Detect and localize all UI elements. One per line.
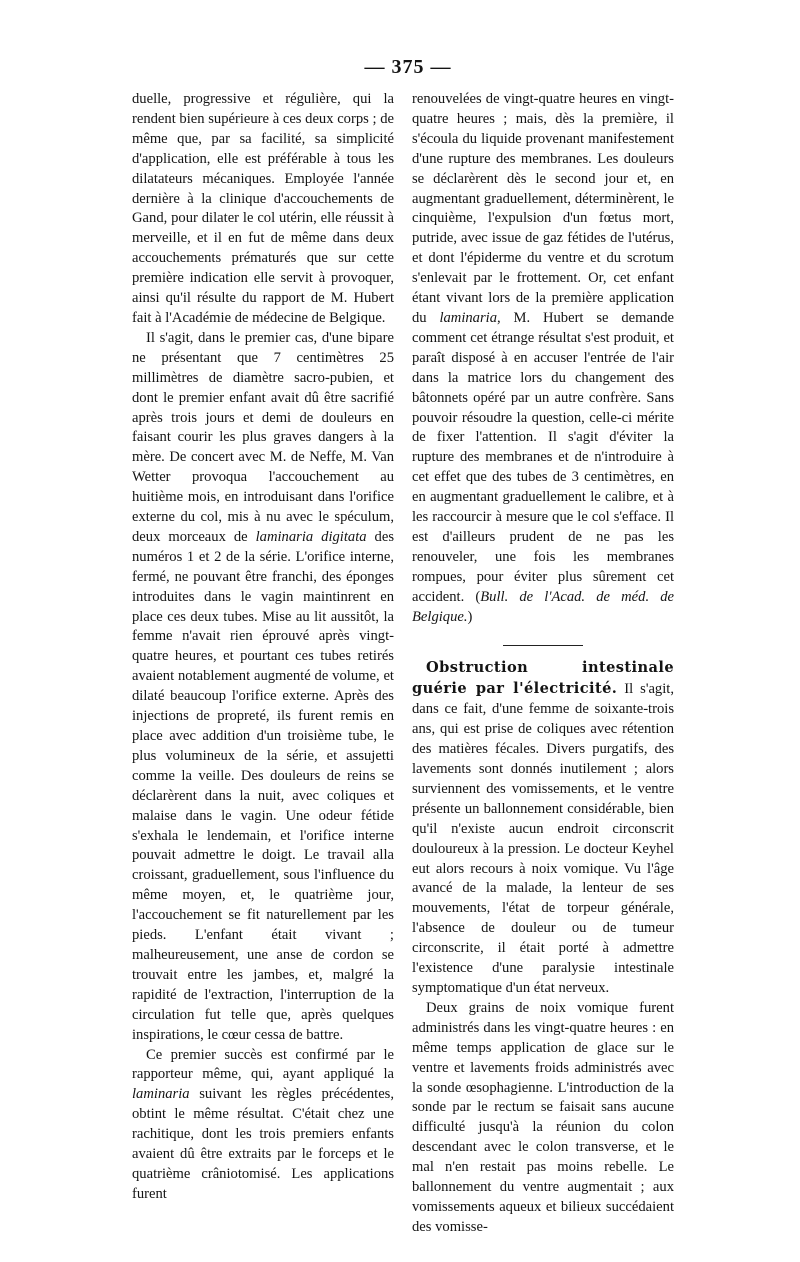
paragraph: Ce premier succès est confirmé par le rapporteur même, qui, ayant appliqué la laminaria suivant les règles précédentes, obtint le même résultat. C'était chez une rachitique, dont les trois premiers enfants avaient dû être extraits par le forceps et le quatrième crâniotomisé. Les applications furent — [132, 1046, 394, 1202]
left-column — [132, 90, 394, 1205]
paragraph: Il s'agit, dans le premier cas, d'une bipare ne présentant que 7 centimètres 25 millimètres de diamètre sacro-pubien, et dont le premier enfant avait dû être sacrifié après trois jours et demi de douleurs en faisant courir les plus graves dangers à la mère. De concert avec M. de Neffe, M. Van Wetter provoqua l'accouchement au huitième mois, en introduisant dans l'orifice externe du col, mis à nu avec le spéculum, deux morceaux de laminaria digitata des numéros 1 et 2 de la série. L'orifice interne, fermé, ne pouvant être franchi, des éponges introduites dans le vagin maintinrent en place ces deux tubes. Mise au lit aussitôt, la femme n'avait rien éprouvé après vingt-quatre heures, et pourtant ces tubes retirés avaient notablement augmenté de volume, et dilaté beaucoup l'orifice externe. Après des injections de propreté, ils furent remis en place avec addition d'un troisième tube, le plus volumineux de la série, et assujetti comme la veille. Des douleurs de reins se déclarèrent dans la nuit, avec coliques et malaise dans le vagin. Une odeur fétide s'exhala le lendemain, et l'orifice interne pouvait admettre le doigt. Le travail alla croissant, graduellement, sous l'influence du même moyen, et, le quatrième jour, l'accouchement se fit naturellement par les pieds. L'enfant était vivant ; malheureusement, une anse de cordon se trouvait entre les jambes, et, malgré la rapidité de l'extraction, l'interruption de la circulation fut telle que, après quelques inspirations, le cœur cessa de battre. — [132, 329, 394, 1043]
paragraph: duelle, progressive et régulière, qui la rendent bien supérieure à ces deux corps ; de même que, par sa facilité, sa simplicité d'application, elle est préférable à tous les dilatateurs mécaniques. Employée l'année dernière à la clinique d'accouchements de Gand, pour dilater le col utérin, elle réussit à merveille, et il en fut de même dans deux accouchements prématurés que sur cette première indication elle servit à provoquer, ainsi qu'il résulte du rapport de M. Hubert fait à l'Académie de médecine de Belgique. — [132, 91, 394, 326]
paragraph: Obstruction intestinale guérie par l'électricité. Il s'agit, dans ce fait, d'une femme de soixante-trois ans, qui est prise de coliques avec rétention des matières fécales. Divers purgatifs, des lavements sont donnés inutilement ; alors surviennent des vomissements, et le ventre présente un ballonnement considérable, bien qu'il n'existe aucun endroit circonscrit douloureux à la pression. Le docteur Keyhel eut alors recours à noix vomique. Vu l'âge avancé de la malade, la lenteur de ses mouvements, l'état de torpeur générale, l'absence de douleur ou de tumeur circonscrite, il était porté à admettre l'existence d'une paralysie intestinale symptomatique d'un état nerveux. — [412, 659, 674, 996]
paragraph: Deux grains de noix vomique furent administrés dans les vingt-quatre heures : en même temps application de glace sur le ventre et lavements froids administrés avec la sonde œsophagienne. L'introduction de la sonde par le rectum se faisait sans aucune difficulté jusqu'à la réunion du colon descendant avec le colon transverse, et le mal n'en restait pas moins rebelle. Le ballonnement du ventre augmentait ; aux vomissements aqueux et bilieux succédaient des vomisse- — [412, 999, 674, 1235]
paragraph: renouvelées de vingt-quatre heures en vingt-quatre heures ; mais, dès la première, il s'écoula du liquide provenant manifestement d'une rupture des membranes. Les douleurs se déclarèrent dès le second jour et, en augmentant graduellement, déterminèrent, le cinquième, l'expulsion d'un fœtus mort, putride, avec issue de gaz fétides de l'utérus, et dont l'épiderme du ventre et du scrotum s'enlevait par le frottement. Or, cet enfant étant vivant lors de la première application du laminaria, M. Hubert se demande comment cet étrange résultat s'est produit, et paraît disposé à en accuser l'entrée de l'air dans la matrice lors du changement des bâtonnets opéré par un autre confrère. Sans pouvoir résoudre la question, celle-ci mérite de fixer l'attention. Il s'agit d'éviter la rupture des membranes et de n'introduire à cet effet que des tubes de 3 centimètres, en en augmentant graduellement le calibre, et à les raccourcir à mesure que le col s'efface. Il est d'ailleurs prudent de ne pas les renouveler, une fois les membranes rompues, pour éviter plus sûrement cet accident. (Bull. de l'Acad. de méd. de Belgique.) — [412, 91, 674, 625]
page-number: — 375 — — [364, 56, 452, 78]
section-heading: Obstruction intestinale guérie par l'électricité. — [412, 659, 674, 698]
section-divider — [503, 645, 583, 646]
right-column — [412, 90, 674, 1238]
